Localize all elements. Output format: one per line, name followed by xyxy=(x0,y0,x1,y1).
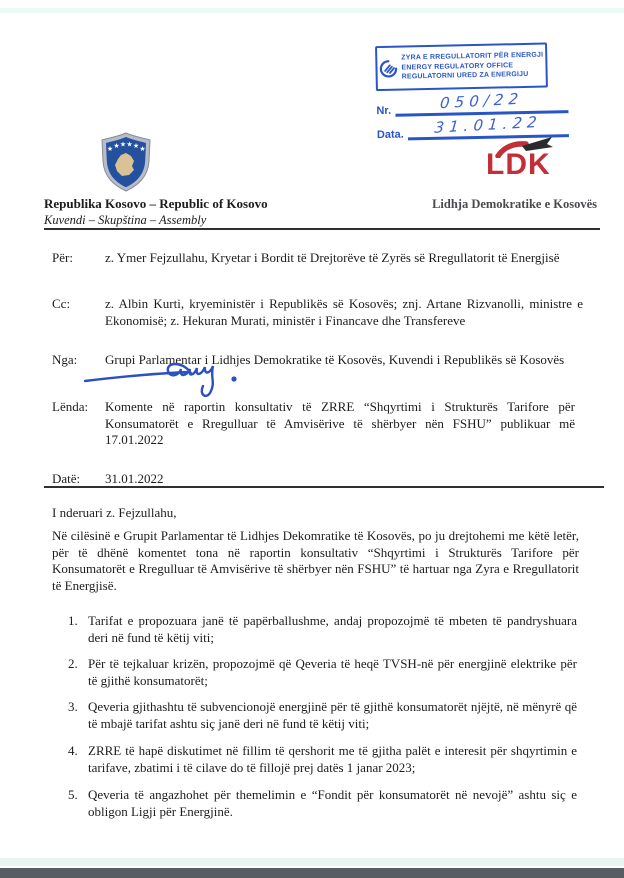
ldk-logo xyxy=(484,136,574,188)
field-label-cc: Cc: xyxy=(52,296,71,311)
scan-artifact-bottom-dark xyxy=(0,868,624,878)
field-label-date: Datë: xyxy=(52,471,81,486)
item-text-5: Qeveria të angazhohet për themelimin e “Fondit për konsumatorët në nevojë” ashtu siç e obligon Ligji për Energjinë. xyxy=(88,787,577,819)
field-label-per: Për: xyxy=(52,250,73,265)
item-text-4: ZRRE të hapë diskutimet në fillim të qershorit me të gjitha palët e interesit për shqyrtimin e tarifave, zbatimi i të cilave do të fillojë prej datës 1 janar 2023; xyxy=(88,743,577,775)
item-number-5: 5. xyxy=(68,787,78,802)
field-value-per: z. Ymer Fejzullahu, Kryetar i Bordit të Drejtorëve të Zyrës së Rregullatorit të Energjisë xyxy=(105,250,560,265)
kosovo-emblem-icon xyxy=(100,132,152,192)
assembly-subtitle: Kuvendi – Skupština – Assembly xyxy=(44,213,207,227)
svg-text:★: ★ xyxy=(139,145,146,153)
field-label-lenda: Lënda: xyxy=(52,399,89,414)
stamp-nr-value: 050/22 xyxy=(439,89,524,113)
svg-text:★: ★ xyxy=(126,140,133,149)
item-number-3: 3. xyxy=(68,699,78,714)
field-row-lenda xyxy=(52,399,575,449)
salutation: I nderuari z. Fejzullahu, xyxy=(52,505,177,520)
ldk-acronym: LDK xyxy=(486,148,551,181)
list-item-5 xyxy=(68,787,577,820)
scan-artifact-bottom-light xyxy=(0,858,624,866)
svg-text:★: ★ xyxy=(119,140,127,149)
republic-title: Republika Kosovo – Republic of Kosovo xyxy=(44,196,268,211)
list-item-4 xyxy=(68,743,577,776)
registry-stamp xyxy=(375,42,577,141)
ero-logo-icon xyxy=(379,55,398,81)
stamp-title xyxy=(401,51,544,82)
item-text-2: Për të tejkaluar krizën, propozojmë që Qeveria të heqë TVSH-në për energjinë elektrike për të gjithë konsumatorët; xyxy=(88,656,577,688)
field-value-cc: z. Albin Kurti, kryeministër i Republikës së Kosovës; znj. Artane Rizvanolli, ministre e Ekonomisë; z. Hekuran Murati, ministër i Financave dhe Transfereve xyxy=(105,296,583,328)
stamp-title-line-2: ENERGY REGULATORY OFFICE xyxy=(401,61,514,72)
svg-text:★: ★ xyxy=(113,142,120,150)
field-value-lenda: Komente në raportin konsultativ të ZRRE “Shqyrtimi i Strukturës Tarifore për Konsumatorët e Rregulluar të Amvisërive të shërbyer nën FSHU” publikuar më 17.01.2022 xyxy=(105,399,575,447)
list-item-2 xyxy=(68,656,577,689)
svg-text:★: ★ xyxy=(132,142,140,150)
list-item-3 xyxy=(68,699,577,732)
header-rule xyxy=(44,228,600,230)
stamp-nr-label: Nr. xyxy=(376,104,392,118)
stamp-title-line-3: REGULATORNI URED ZA ENERGIJU xyxy=(401,71,529,81)
stamp-title-line-1: ZYRA E RREGULLATORIT PËR ENERGJI xyxy=(401,51,544,62)
stamp-data-label: Data. xyxy=(376,128,404,142)
list-item-1 xyxy=(68,613,577,646)
field-label-nga: Nga: xyxy=(52,352,78,367)
date-rule xyxy=(44,486,604,488)
item-number-2: 2. xyxy=(68,656,78,671)
signature-scribble xyxy=(82,358,257,400)
field-value-date: 31.01.2022 xyxy=(105,471,164,486)
stamp-data-value: 31.01.22 xyxy=(433,112,543,137)
header-left xyxy=(44,196,268,228)
item-text-1: Tarifat e propozuara janë të papërballushme, andaj propozojmë të mbeten të pandryshuara deri në fund të këtij viti; xyxy=(88,613,577,645)
field-row-cc xyxy=(52,296,583,329)
scan-artifact-top xyxy=(0,8,624,13)
ldk-caption: Lidhja Demokratike e Kosovës xyxy=(432,197,597,211)
stamp-box xyxy=(375,43,548,92)
field-value-nga: Grupi Parlamentar i Lidhjes Demokratike të Kosovës, Kuvendi i Republikës së Kosovës xyxy=(105,352,565,367)
item-text-3: Qeveria gjithashtu të subvencionojë energjinë për të gjithë konsumatorët njëjtë, në mënyrë që të mbajë tarifat ashtu siç janë deri në fund të këtij viti; xyxy=(88,699,577,731)
svg-text:★: ★ xyxy=(106,145,114,153)
opening-paragraph: Në cilësinë e Grupit Parlamentar të Lidhjes Dekomratike të Kosovës, po ju drejtohemi me këtë letër, për të dhënë komentet tona në raportin konsultativ “Shqyrtimi i Strukturës Tarifore për Konsumatorët e Rregulluar të Amvisërive të shërbyer nën FSHU” të hartuar nga Zyra e Rregullatorit të Energjisë. xyxy=(52,528,579,593)
item-number-1: 1. xyxy=(68,613,78,628)
field-row-per xyxy=(52,250,560,267)
item-number-4: 4. xyxy=(68,743,78,758)
